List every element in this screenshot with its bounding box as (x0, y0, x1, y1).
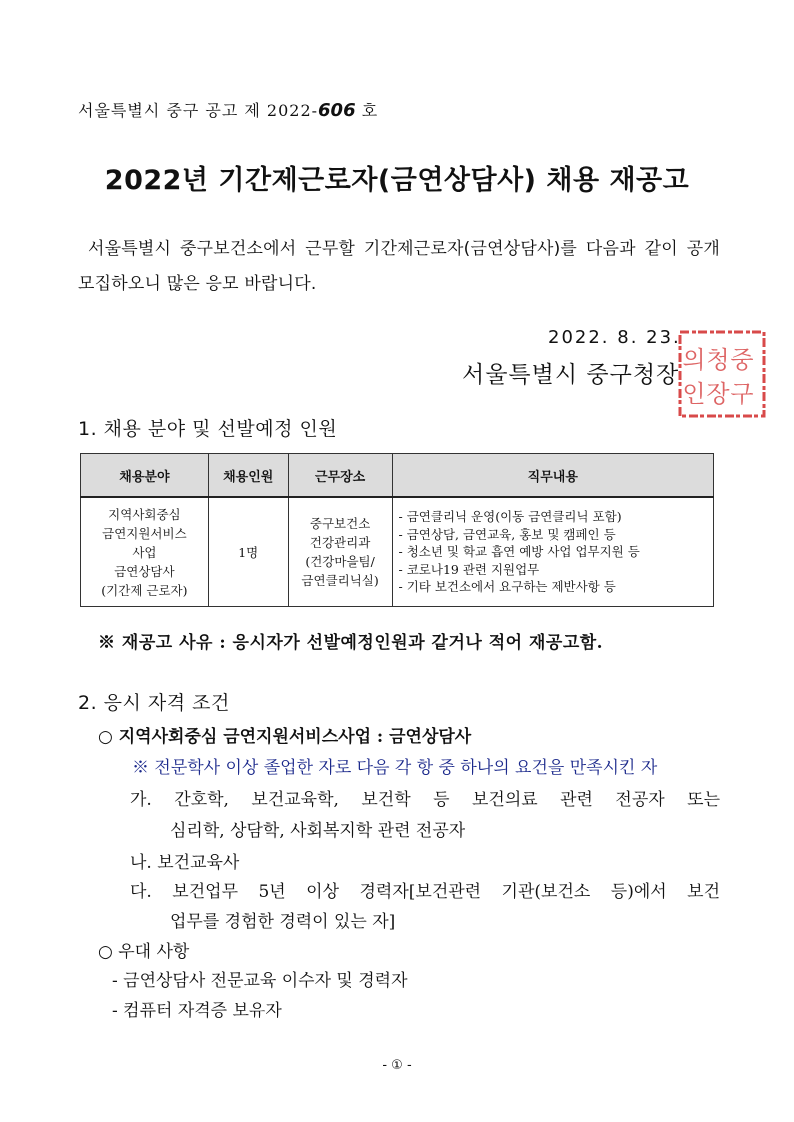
notice-suffix: 호 (355, 101, 379, 120)
cell-field (81, 497, 209, 607)
duty-item: - 금연상담, 금연교육, 홍보 및 캠페인 등 (398, 526, 616, 542)
official-seal-icon (676, 328, 768, 420)
place-line: (건강마을팀/ (305, 554, 375, 569)
header-field: 채용분야 (81, 454, 209, 498)
table-row (81, 497, 714, 607)
preference-item: - 컴퓨터 자격증 보유자 (112, 1001, 282, 1021)
field-line: 지역사회중심 (108, 506, 181, 522)
intro-paragraph: 서울특별시 중구보건소에서 근무할 기간제근로자(금연상담사)를 다음과 같이 공개 모집하오니 많은 응모 바랍니다. (78, 239, 720, 294)
issuer-name: 서울특별시 중구청장 (462, 362, 680, 388)
duty-item: - 기타 보건소에서 요구하는 제반사항 등 (398, 579, 616, 595)
header-place: 근무장소 (288, 454, 392, 498)
notice-date: 2022. 8. 23. (548, 327, 681, 348)
seal-character: 중 (730, 346, 754, 374)
field-line: 금연지원서비스 (102, 525, 187, 541)
seal-character: 의 (682, 346, 706, 374)
place-line: 금연클리닉실) (301, 573, 379, 588)
field-line: 금연상담사 (114, 563, 175, 579)
cell-count: 1명 (208, 497, 288, 607)
recruitment-table (80, 453, 714, 607)
preference-item: - 금연상담사 전문교육 이수자 및 경력자 (112, 971, 408, 991)
qualification-requirement: ※ 전문학사 이상 졸업한 자로 다음 각 항 중 하나의 요건을 만족시킨 자 (132, 758, 658, 778)
qualification-item-da-cont: 업무를 경험한 경력이 있는 자] (170, 912, 396, 932)
header-duties: 직무내용 (392, 454, 713, 498)
qualification-category: ○ 지역사회중심 금연지원서비스사업 : 금연상담사 (98, 727, 472, 747)
field-line: 사업 (132, 544, 157, 560)
seal-character: 인 (682, 380, 706, 408)
field-line: (기간제 근로자) (101, 582, 188, 598)
duty-item: - 코로나19 관련 지원업무 (398, 561, 540, 577)
preference-heading: ○ 우대 사항 (98, 942, 190, 962)
place-line: 건강관리과 (309, 535, 371, 550)
cell-duties (392, 497, 713, 607)
readvertisement-reason: ※ 재공고 사유 : 응시자가 선발예정인원과 같거나 적어 재공고함. (98, 633, 604, 653)
notice-prefix: 서울특별시 중구 공고 제 2022- (78, 101, 319, 120)
qualification-item-da: 다. 보건업무 5년 이상 경력자[보건관련 기관(보건소 등)에서 보건 (130, 882, 720, 902)
qualification-item-ga: 가. 간호학, 보건교육학, 보건학 등 보건의료 관련 전공자 또는 (130, 790, 720, 810)
page-number: - ① - (382, 1058, 412, 1073)
section1-heading: 1. 채용 분야 및 선발예정 인원 (78, 418, 338, 440)
table-header-row (81, 454, 714, 498)
section2-heading: 2. 응시 자격 조건 (78, 692, 230, 714)
document-title: 2022년 기간제근로자(금연상담사) 채용 재공고 (104, 165, 690, 196)
seal-character: 구 (730, 380, 754, 408)
seal-character: 청 (706, 346, 730, 374)
duty-item: - 청소년 및 학교 흡연 예방 사업 업무지원 등 (398, 544, 640, 560)
header-count: 채용인원 (208, 454, 288, 498)
notice-handwritten-number: 606 (318, 100, 356, 121)
seal-character: 장 (706, 380, 730, 408)
place-line: 중구보건소 (309, 516, 371, 531)
qualification-item-na: 나. 보건교육사 (130, 853, 240, 873)
duty-item: - 금연클리닉 운영(이동 금연클리닉 포함) (398, 509, 622, 525)
notice-number (78, 98, 378, 121)
cell-place (288, 497, 392, 607)
qualification-item-ga-cont: 심리학, 상담학, 사회복지학 관련 전공자 (170, 821, 466, 841)
